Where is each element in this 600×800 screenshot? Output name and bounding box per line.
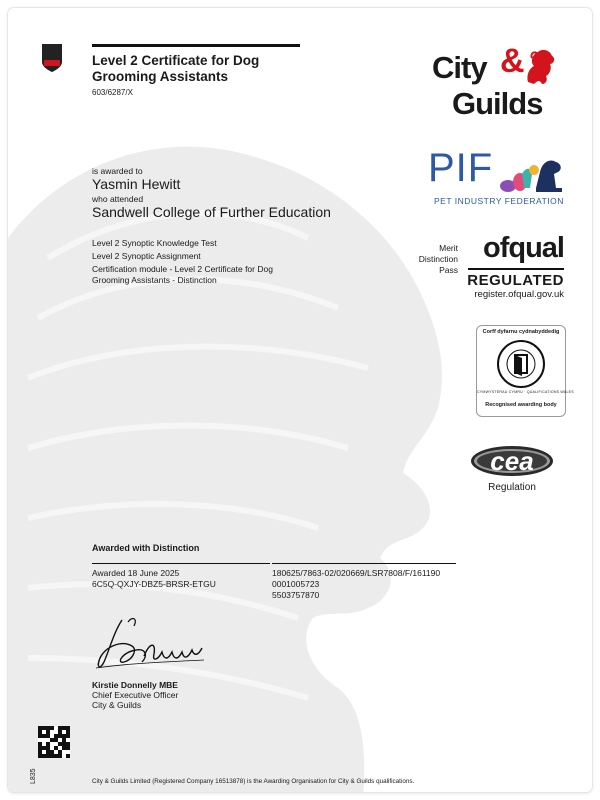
cea-regulation: Regulation xyxy=(488,482,536,493)
title-rule xyxy=(92,44,300,47)
footer-text: City & Guilds Limited (Registered Company 16513878) is the Awarding Organisation for City & Guilds qualifications. xyxy=(92,778,415,785)
awarded-to-label: is awarded to xyxy=(92,166,143,176)
qr-code xyxy=(38,726,70,758)
unit-item: Grooming Assistants - Distinction xyxy=(92,275,217,285)
wales-ring-text: CYMWYSTERAU CYMRU · QUALIFICATIONS WALES xyxy=(477,390,574,394)
ofqual-wordmark: ofqual xyxy=(483,232,564,264)
attended-label: who attended xyxy=(92,194,144,204)
qualification-title-line1: Level 2 Certificate for Dog xyxy=(92,53,260,68)
grades-list xyxy=(388,243,458,276)
cg-ampersand: & xyxy=(500,42,525,80)
pif-full-name: PET INDUSTRY FEDERATION xyxy=(434,196,564,206)
result-rule xyxy=(92,563,270,564)
ofqual-register-url: register.ofqual.gov.uk xyxy=(474,289,564,300)
wales-bottom-text: Recognised awarding body xyxy=(485,402,557,408)
signatory-org: City & Guilds xyxy=(92,700,142,710)
crest-icon xyxy=(38,42,66,74)
reference-numbers xyxy=(272,568,440,601)
units-list xyxy=(92,238,273,286)
grade-item: Distinction xyxy=(418,254,458,264)
pet-animals-icon xyxy=(500,152,568,194)
wales-top-text: Corff dyfarnu cydnabyddedig xyxy=(482,329,560,335)
qualification-title-line2: Grooming Assistants xyxy=(92,69,229,84)
unit-item: Level 2 Synoptic Assignment xyxy=(92,251,201,261)
reference-number: 0001005723 xyxy=(272,579,320,589)
cg-city-text: City xyxy=(432,50,487,85)
reference-number: 5503757870 xyxy=(272,590,320,600)
ofqual-regulated: REGULATED xyxy=(467,272,564,289)
reference-rule xyxy=(272,563,456,564)
cea-wordmark: cea xyxy=(490,446,534,476)
pif-logo xyxy=(428,146,568,210)
side-code: L835 xyxy=(30,768,37,784)
verification-code: 6C5Q-QXJY-DBZ5-BRSR-ETGU xyxy=(92,579,216,589)
cg-guilds-text: Guilds xyxy=(452,86,543,121)
unit-item: Level 2 Synoptic Knowledge Test xyxy=(92,238,217,248)
unit-item: Certification module - Level 2 Certificate for Dog xyxy=(92,264,273,274)
grade-item: Pass xyxy=(439,265,458,275)
signature-image xyxy=(92,612,210,678)
qualification-code: 603/6287/X xyxy=(92,88,133,97)
awarded-date: Awarded 18 June 2025 xyxy=(92,568,180,578)
ofqual-logo xyxy=(464,232,564,302)
wales-seal-icon xyxy=(496,339,546,389)
reference-number: 180625/7863-02/020669/LSR7808/F/161190 xyxy=(272,568,441,578)
ofqual-divider xyxy=(468,268,564,270)
cea-logo xyxy=(463,444,559,500)
recipient-name: Yasmin Hewitt xyxy=(92,176,181,192)
certificate-page xyxy=(8,8,592,792)
signatory-name: Kirstie Donnelly MBE xyxy=(92,680,178,690)
city-guilds-logo xyxy=(432,42,562,126)
pif-letters: PIF xyxy=(428,146,494,190)
qualifications-wales-badge xyxy=(476,325,574,417)
grade-item: Merit xyxy=(439,243,458,253)
result-heading: Awarded with Distinction xyxy=(92,543,200,553)
centre-name: Sandwell College of Further Education xyxy=(92,204,331,220)
signatory-role: Chief Executive Officer xyxy=(92,690,179,700)
lion-rampant-icon xyxy=(520,46,558,86)
